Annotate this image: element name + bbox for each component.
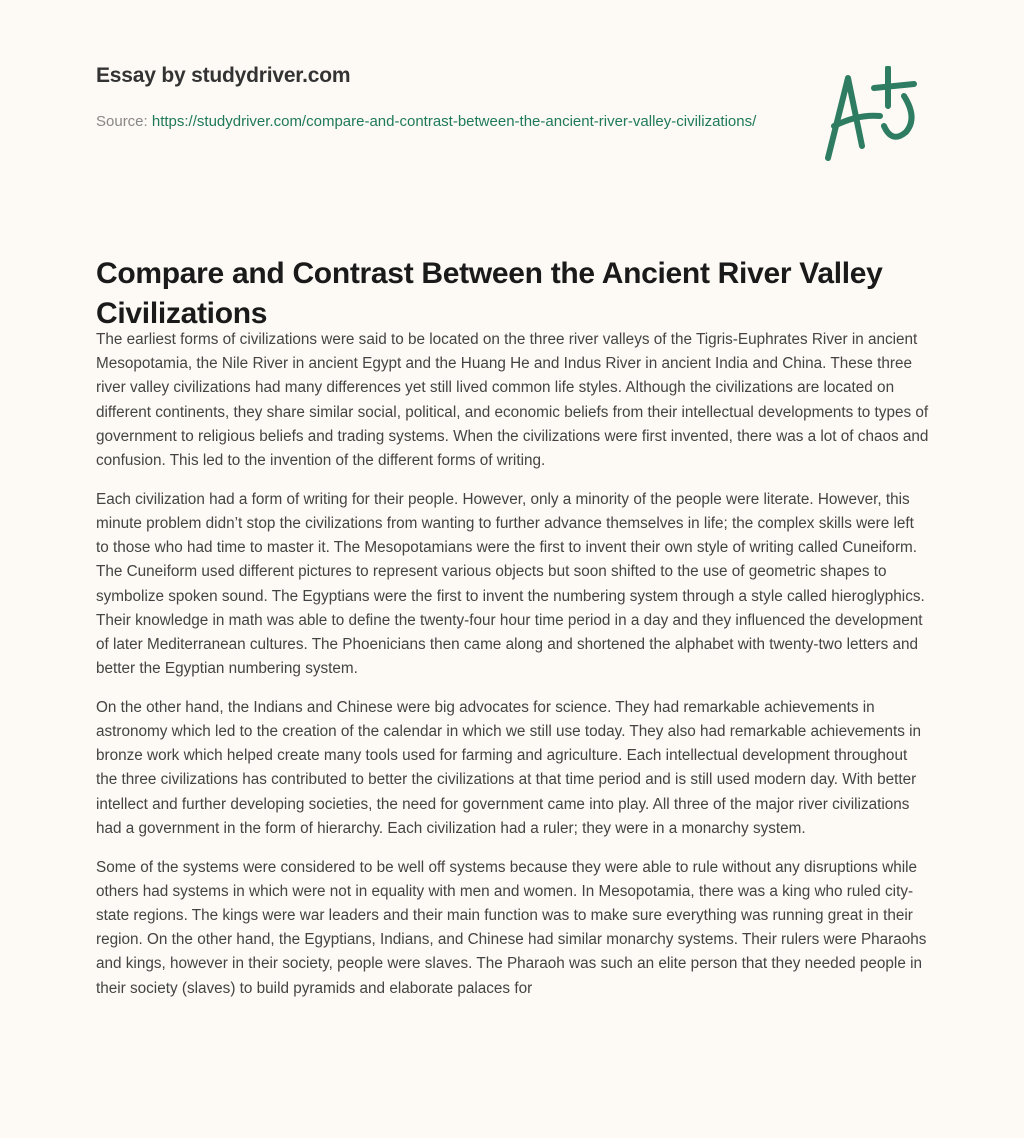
paragraph: The earliest forms of civilizations were said to be located on the three river valleys of the Tigris-Euphrates River in ancient Mesopotamia, the Nile River in ancient Egypt and the Huang He and Indus River in ancient India and China. These three river valley civilizations had many differences yet still lived common life styles. Although the civilizations are located on different continents, they share similar social, political, and economic beliefs from their intellectual developments to types of government to religious beliefs and trading systems. When the civilizations were first invented, there was a lot of chaos and confusion. This led to the invention of the different forms of writing.: [96, 331, 929, 470]
paragraph: On the other hand, the Indians and Chinese were big advocates for science. They had remarkable achievements in astronomy which led to the creation of the calendar in which we still use today. They also had remarkable achievements in bronze work which helped create many tools used for farming and agriculture. Each intellectual development throughout the three civilizations has contributed to better the civilizations at that time period and is still used modern day. With better intellect and further developing societies, the need for government came into play. All three of the major river civilizations had a government in the form of hierarchy. Each civilization had a ruler; they were in a monarchy system.: [96, 698, 922, 837]
source-label: Source:: [96, 113, 152, 130]
essay-title: Compare and Contrast Between the Ancient River Valley Civilizations: [96, 257, 883, 330]
paragraph: Some of the systems were considered to be well off systems because they were able to rule without any disruptions while others had systems in which were not in equality with men and women. In Mesopotamia, there was a king who ruled city-state regions. The kings were war leaders and their main function was to make sure everything was running great in their region. On the other hand, the Egyptians, Indians, and Chinese had similar monarchy systems. Their rulers were Pharaohs and kings, however in their society, people were slaves. The Pharaoh was such an elite person that they needed people in their society (slaves) to build pyramids and elaborate palaces for: [96, 858, 927, 997]
essay-body: [96, 328, 930, 1015]
site-title: Essay by studydriver.com: [96, 64, 351, 87]
header: [96, 64, 776, 134]
source-link[interactable]: https://studydriver.com/compare-and-contrast-between-the-ancient-river-valley-civilizations/: [151, 113, 757, 130]
source-line: [96, 110, 776, 134]
paragraph: Each civilization had a form of writing for their people. However, only a minority of the people were literate. However, this minute problem didn’t stop the civilizations from wanting to further advance themselves in life; the complex skills were left to those who had time to master it. The Mesopotamians were the first to invent their own style of writing called Cuneiform. The Cuneiform used different pictures to represent various objects but soon shifted to the use of geometric shapes to symbolize spoken sound. The Egyptians were the first to invent the numbering system through a style called hieroglyphics. Their knowledge in math was able to define the twenty-four hour time period in a day and they influenced the development of later Mediterranean cultures. The Phoenicians then came along and shortened the alphabet with twenty-two letters and better the Egyptian numbering system.: [96, 490, 925, 678]
a-plus-logo-icon: [818, 66, 928, 166]
